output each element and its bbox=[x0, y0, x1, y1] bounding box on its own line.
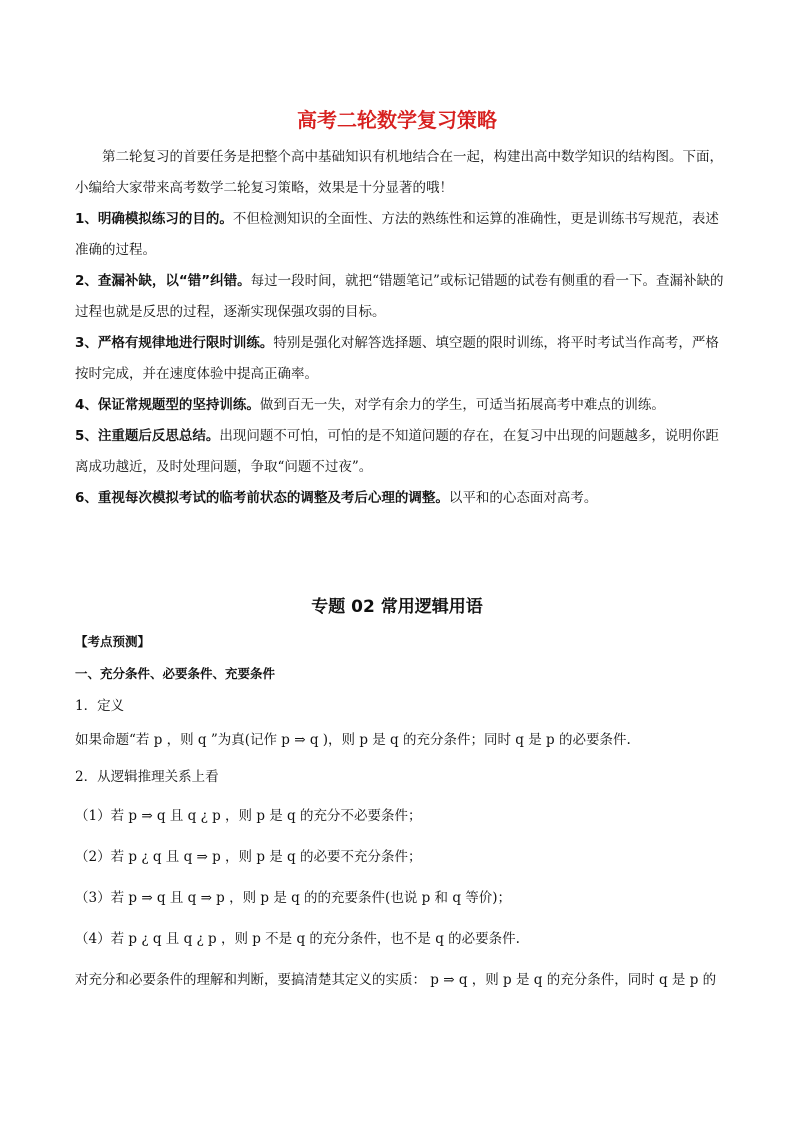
strategy-item-6 bbox=[75, 483, 725, 514]
explanation-line: 对充分和必要条件的理解和判断，要搞清楚其定义的实质： p ⇒ q ，则 p 是 q 的充分条件，同时 q 是 p 的 bbox=[75, 972, 717, 988]
strategy-item-3 bbox=[75, 328, 725, 390]
strategy-item-4 bbox=[75, 390, 725, 421]
strategy-item-6-text: 以平和的心态面对高考。 bbox=[448, 490, 598, 506]
case-2: （2）若 p ¿ q 且 q ⇒ p ，则 p 是 q 的必要不充分条件； bbox=[75, 849, 422, 865]
strategy-item-3-text: 特别是强化对解答选择题、填空题的限时训练，将平时考试当作高考，严格按时完成，并在速度体验中提高正确率。 bbox=[75, 335, 719, 382]
topic-title: 专题 02 常用逻辑用语 bbox=[311, 597, 483, 617]
strategy-item-5 bbox=[75, 421, 725, 483]
strategy-item-2-text: 每过一段时间，就把“错题笔记”或标记错题的试卷有侧重的看一下。查漏补缺的过程也就是反思的过程，逐渐实现保强攻弱的目标。 bbox=[75, 273, 724, 320]
strategy-item-6-heading: 6、重视每次模拟考试的临考前状态的调整及考后心理的调整。 bbox=[75, 490, 449, 506]
definition-label: 1．定义 bbox=[75, 698, 125, 714]
strategy-item-4-text: 做到百无一失，对学有余力的学生，可适当拓展高考中难点的训练。 bbox=[259, 397, 665, 413]
document-title: 高考二轮数学复习策略 bbox=[297, 108, 497, 132]
case-1: （1）若 p ⇒ q 且 q ¿ p ，则 p 是 q 的充分不必要条件； bbox=[75, 808, 422, 824]
strategy-item-2-heading: 2、查漏补缺，以“错”纠错。 bbox=[75, 273, 251, 289]
strategy-item-5-heading: 5、注重题后反思总结。 bbox=[75, 428, 220, 444]
logic-label: 2．从逻辑推理关系上看 bbox=[75, 769, 219, 785]
forecast-label: 【考点预测】 bbox=[75, 634, 151, 649]
case-3: （3）若 p ⇒ q 且 q ⇒ p ，则 p 是 q 的的充要条件(也说 p 和 q 等价)； bbox=[75, 890, 512, 906]
strategy-item-1-heading: 1、明确模拟练习的目的。 bbox=[75, 211, 233, 227]
section-heading-1: 一、充分条件、必要条件、充要条件 bbox=[75, 666, 276, 681]
definition-text: 如果命题“若 p ，则 q ”为真(记作 p ⇒ q )，则 p 是 q 的充分条件；同时 q 是 p 的必要条件. bbox=[75, 732, 631, 748]
strategy-item-4-heading: 4、保证常规题型的坚持训练。 bbox=[75, 397, 260, 413]
strategy-item-1 bbox=[75, 204, 725, 266]
intro-paragraph: 第二轮复习的首要任务是把整个高中基础知识有机地结合在一起，构建出高中数学知识的结构图。下面，小编给大家带来高考数学二轮复习策略，效果是十分显著的哦！ bbox=[75, 149, 723, 196]
strategy-item-1-text: 不但检测知识的全面性、方法的熟练性和运算的准确性，更是训练书写规范，表述准确的过程。 bbox=[75, 211, 719, 258]
case-4: （4）若 p ¿ q 且 q ¿ p ，则 p 不是 q 的充分条件，也不是 q 的必要条件. bbox=[75, 931, 520, 947]
strategy-item-3-heading: 3、严格有规律地进行限时训练。 bbox=[75, 335, 274, 351]
strategy-item-5-text: 出现问题不可怕，可怕的是不知道问题的存在，在复习中出现的问题越多，说明你距离成功越近，及时处理问题，争取“问题不过夜”。 bbox=[75, 428, 719, 475]
strategy-item-2 bbox=[75, 266, 725, 328]
